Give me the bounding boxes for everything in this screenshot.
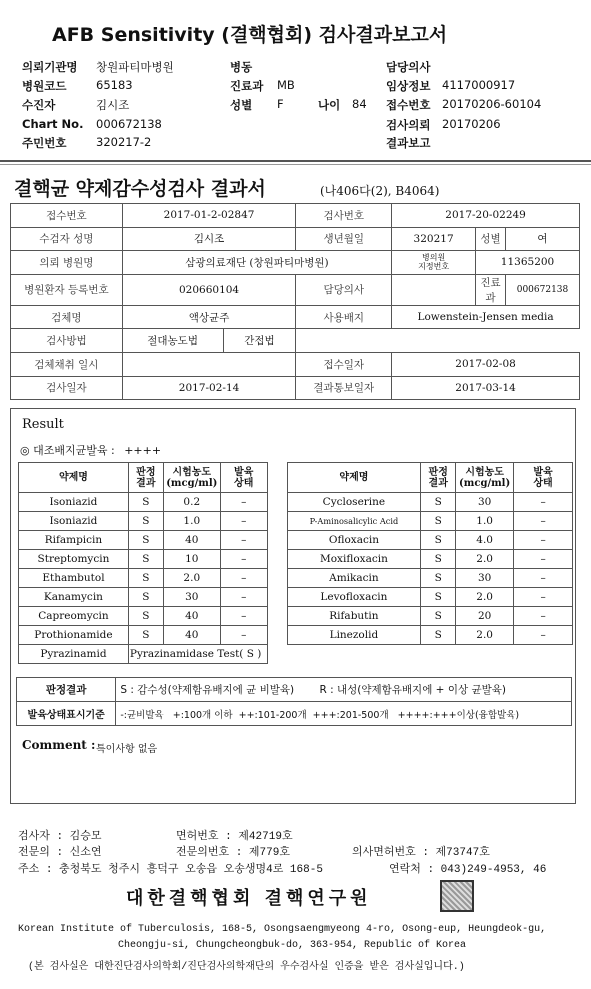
table-row xyxy=(19,645,573,664)
drug-conc: 30 xyxy=(456,569,514,588)
drug-result: S xyxy=(421,569,456,588)
drug-conc: 40 xyxy=(163,626,220,645)
drug-result: S xyxy=(421,588,456,607)
drug-name: Rifampicin xyxy=(19,531,129,550)
info-label: 검사번호 xyxy=(296,204,392,228)
drug-result: S xyxy=(128,588,163,607)
drug-conc: 1.0 xyxy=(456,512,514,531)
seal-stamp xyxy=(440,880,474,912)
doctor-license: 의사면허번호 : 제73747호 xyxy=(352,847,490,859)
report-title: AFB Sensitivity (결핵협회) 검사결과보고서 xyxy=(52,24,448,46)
header-value: 20170206 xyxy=(442,117,501,131)
header-label: 의뢰기관명 xyxy=(22,60,78,74)
info-label xyxy=(392,251,476,275)
drug-name: Isoniazid xyxy=(19,512,129,531)
drug-conc: 2.0 xyxy=(456,588,514,607)
drug-name: Cycloserine xyxy=(287,493,421,512)
table-row xyxy=(19,550,573,569)
info-label-line: 병의원 xyxy=(422,253,446,263)
info-value: 11365200 xyxy=(476,251,580,275)
gap xyxy=(267,512,287,531)
drug-result: S xyxy=(421,512,456,531)
header-label: 병원코드 xyxy=(22,79,67,93)
drug-name: Ethambutol xyxy=(19,569,129,588)
address-en-1: Korean Institute of Tuberculosis, 168-5, Osongsaengmyeong 4-ro, Osong-eup, Heungdeok-gu, xyxy=(18,924,547,935)
header-label: 진료과 xyxy=(230,79,264,93)
drug-conc: 30 xyxy=(456,493,514,512)
drug-growth: – xyxy=(220,626,267,645)
info-row xyxy=(11,352,580,376)
drug-conc: 40 xyxy=(163,607,220,626)
info-label: 생년월일 xyxy=(296,227,392,251)
col-header-line: (mcg/ml) xyxy=(459,477,511,489)
criteria-value xyxy=(116,678,572,702)
info-row xyxy=(11,305,580,329)
info-label: 수검자 성명 xyxy=(11,227,123,251)
info-row xyxy=(11,329,580,353)
gap xyxy=(267,550,287,569)
info-value: 여 xyxy=(506,227,580,251)
drug-conc: 40 xyxy=(163,531,220,550)
drug-name: Capreomycin xyxy=(19,607,129,626)
drug-growth: – xyxy=(220,569,267,588)
gap xyxy=(267,531,287,550)
drug-growth: – xyxy=(514,493,573,512)
info-value: 2017-02-14 xyxy=(122,376,296,400)
header-value: 320217-2 xyxy=(96,135,152,149)
col-header xyxy=(514,463,573,493)
drug-result: S xyxy=(128,493,163,512)
col-header-line: 판정 xyxy=(136,466,156,478)
info-label: 의뢰 병원명 xyxy=(11,251,123,275)
comment-value: 특이사항 없음 xyxy=(96,744,158,755)
header-label: 주민번호 xyxy=(22,136,67,150)
info-table xyxy=(10,203,580,400)
info-value: 2017-20-02249 xyxy=(392,204,580,228)
col-header-line: 발육 xyxy=(234,466,254,478)
drug-growth: – xyxy=(514,512,573,531)
table-row xyxy=(19,626,573,645)
info-value: 간접법 xyxy=(223,329,296,353)
col-header xyxy=(220,463,267,493)
criteria-row xyxy=(17,678,572,702)
drug-name: Pyrazinamid xyxy=(19,645,129,664)
info-empty xyxy=(296,329,580,353)
comment-label: Comment : xyxy=(22,738,96,752)
col-header-line: 결과 xyxy=(428,477,448,489)
drug-growth: – xyxy=(514,626,573,645)
info-label-line: 지정번호 xyxy=(418,262,450,272)
drug-name: Streptomycin xyxy=(19,550,129,569)
drug-name: Isoniazid xyxy=(19,493,129,512)
drug-growth: – xyxy=(220,512,267,531)
header-value: MB xyxy=(277,78,295,92)
info-label: 사용배지 xyxy=(296,305,392,329)
info-value xyxy=(392,274,476,305)
drug-header-row xyxy=(19,463,573,493)
header-value: 20170206-60104 xyxy=(442,97,542,111)
drug-conc: 10 xyxy=(163,550,220,569)
drug-growth: – xyxy=(514,550,573,569)
info-value: Lowenstein-Jensen media xyxy=(392,305,580,329)
info-label: 접수일자 xyxy=(296,352,392,376)
header-label: 수진자 xyxy=(22,98,56,112)
drug-name: Linezolid xyxy=(287,626,421,645)
criteria-label: 발육상태표시기준 xyxy=(17,702,116,726)
criteria-label: 판정결과 xyxy=(17,678,116,702)
header-label: 성별 xyxy=(230,98,253,112)
col-header-line: (mcg/ml) xyxy=(166,477,218,489)
drug-growth: – xyxy=(220,550,267,569)
info-value: 020660104 xyxy=(122,274,296,305)
table-row xyxy=(19,512,573,531)
criteria-r: R : 내성(약제함유배지에 + 이상 균발육) xyxy=(319,684,506,696)
certification-note: (본 검사실은 대한진단검사의학회/진단검사의학재단의 우수검사실 인증을 받은 검사실입니다.) xyxy=(28,962,465,973)
drug-conc: 2.0 xyxy=(163,569,220,588)
control-value: ++++ xyxy=(124,444,162,457)
gap xyxy=(267,588,287,607)
tester: 검사자 : 김승모 xyxy=(18,831,102,843)
col-header: 약제명 xyxy=(19,463,129,493)
header-label: 임상정보 xyxy=(386,79,431,93)
col-header xyxy=(128,463,163,493)
divider xyxy=(0,160,591,162)
info-row xyxy=(11,227,580,251)
drug-growth: – xyxy=(220,588,267,607)
drug-result: S xyxy=(128,607,163,626)
drug-result: S xyxy=(421,626,456,645)
criteria-row xyxy=(17,702,572,726)
header-value: 65183 xyxy=(96,78,133,92)
drug-result: S xyxy=(421,550,456,569)
table-row xyxy=(19,588,573,607)
address: 주소 : 충청북도 청주시 흥덕구 오송읍 오송생명4로 168-5 xyxy=(18,864,323,876)
drug-growth: – xyxy=(514,588,573,607)
pza-test: Pyrazinamidase Test( S ) xyxy=(128,645,267,664)
drug-result: S xyxy=(421,531,456,550)
table-row xyxy=(19,607,573,626)
col-header xyxy=(421,463,456,493)
drug-conc: 2.0 xyxy=(456,626,514,645)
info-label: 성별 xyxy=(476,227,506,251)
col-header-line: 판정 xyxy=(428,466,448,478)
info-row xyxy=(11,376,580,400)
gap xyxy=(267,645,572,664)
header-value: 84 xyxy=(352,97,367,111)
table-row xyxy=(19,493,573,512)
institute-name: 대한결핵협회 결핵연구원 xyxy=(126,888,372,909)
drug-name: Ofloxacin xyxy=(287,531,421,550)
gap xyxy=(267,493,287,512)
specialist: 전문의 : 신소연 xyxy=(18,847,102,859)
info-row xyxy=(11,204,580,228)
drug-conc: 2.0 xyxy=(456,550,514,569)
info-label: 진료과 xyxy=(476,274,506,305)
drug-name: Kanamycin xyxy=(19,588,129,607)
drug-growth: – xyxy=(514,607,573,626)
tester-license: 면허번호 : 제42719호 xyxy=(176,831,293,843)
drug-result: S xyxy=(128,512,163,531)
info-value: 액상균주 xyxy=(122,305,296,329)
header-label: Chart No. xyxy=(22,117,84,131)
info-row xyxy=(11,274,580,305)
drug-result: S xyxy=(128,569,163,588)
gap xyxy=(267,569,287,588)
gap xyxy=(267,607,287,626)
col-header-line: 상태 xyxy=(234,477,254,489)
drug-name: Levofloxacin xyxy=(287,588,421,607)
drug-name: Prothionamide xyxy=(19,626,129,645)
header-value: 4117000917 xyxy=(442,78,516,92)
criteria-value: -:균비발육 +:100개 이하 ++:101-200개 +++:201-500개 ++++:+++이상(융합발육) xyxy=(116,702,572,726)
form-subtitle: (나406다(2), B4064) xyxy=(320,184,440,198)
form-title: 결핵균 약제감수성검사 결과서 xyxy=(14,178,266,200)
drug-conc: 1.0 xyxy=(163,512,220,531)
drug-growth: – xyxy=(220,493,267,512)
control-label: ◎ 대조배지균발육 : xyxy=(20,444,115,457)
info-value: 320217 xyxy=(392,227,476,251)
divider xyxy=(0,164,591,165)
drug-table xyxy=(18,462,573,664)
header-label: 나이 xyxy=(318,98,341,112)
drug-name: Moxifloxacin xyxy=(287,550,421,569)
col-header xyxy=(456,463,514,493)
info-label: 접수번호 xyxy=(11,204,123,228)
col-header-line: 시험농도 xyxy=(465,466,504,478)
gap xyxy=(267,463,287,493)
drug-name: Rifabutin xyxy=(287,607,421,626)
drug-result: S xyxy=(128,531,163,550)
gap xyxy=(267,626,287,645)
info-value: 절대농도법 xyxy=(122,329,223,353)
header-value: 창원파티마병원 xyxy=(96,60,174,74)
info-label: 검사방법 xyxy=(11,329,123,353)
info-value: 김시조 xyxy=(122,227,296,251)
drug-name: P-Aminosalicylic Acid xyxy=(287,512,421,531)
specialist-number: 전문의번호 : 제779호 xyxy=(176,847,290,859)
info-value: 삼광의료재단 (창원파티마병원) xyxy=(122,251,391,275)
header-value: 000672138 xyxy=(96,117,162,131)
col-header-line: 시험농도 xyxy=(172,466,212,478)
drug-result: S xyxy=(128,626,163,645)
drug-growth: – xyxy=(220,531,267,550)
col-header-line: 발육 xyxy=(533,466,553,478)
address-en-2: Cheongju-si, Chungcheongbuk-do, 363-954, Republic of Korea xyxy=(118,940,467,951)
drug-conc: 4.0 xyxy=(456,531,514,550)
drug-growth: – xyxy=(220,607,267,626)
info-label: 담당의사 xyxy=(296,274,392,305)
header-label: 병동 xyxy=(230,60,253,74)
header-value: F xyxy=(277,97,284,111)
drug-growth: – xyxy=(514,531,573,550)
col-header-line: 결과 xyxy=(136,477,156,489)
drug-conc: 0.2 xyxy=(163,493,220,512)
col-header xyxy=(163,463,220,493)
result-title: Result xyxy=(22,417,64,432)
criteria-table xyxy=(16,677,572,726)
header-label: 담당의사 xyxy=(386,60,431,74)
drug-result: S xyxy=(128,550,163,569)
drug-conc: 20 xyxy=(456,607,514,626)
drug-name: Amikacin xyxy=(287,569,421,588)
info-label: 검체명 xyxy=(11,305,123,329)
info-value: 2017-01-2-02847 xyxy=(122,204,296,228)
col-header: 약제명 xyxy=(287,463,421,493)
info-value: 2017-02-08 xyxy=(392,352,580,376)
drug-conc: 30 xyxy=(163,588,220,607)
info-label: 검체채취 일시 xyxy=(11,352,123,376)
contact: 연락처 : 043)249-4953, 46 xyxy=(389,864,547,876)
table-row xyxy=(19,569,573,588)
info-label: 병원환자 등록번호 xyxy=(11,274,123,305)
drug-result: S xyxy=(421,607,456,626)
col-header-line: 상태 xyxy=(533,477,553,489)
header-value: 김시조 xyxy=(96,98,130,112)
header-label: 접수번호 xyxy=(386,98,431,112)
info-row xyxy=(11,251,580,275)
table-row xyxy=(19,531,573,550)
info-value: 2017-03-14 xyxy=(392,376,580,400)
info-label: 결과통보일자 xyxy=(296,376,392,400)
drug-growth: – xyxy=(514,569,573,588)
header-label: 결과보고 xyxy=(386,136,431,150)
drug-result: S xyxy=(421,493,456,512)
info-label: 검사일자 xyxy=(11,376,123,400)
info-value xyxy=(122,352,296,376)
info-value: 000672138 xyxy=(506,274,580,305)
header-label: 검사의뢰 xyxy=(386,118,431,132)
control-growth xyxy=(20,442,161,458)
criteria-s: S : 감수성(약제함유배지에 균 비발육) xyxy=(120,684,295,696)
